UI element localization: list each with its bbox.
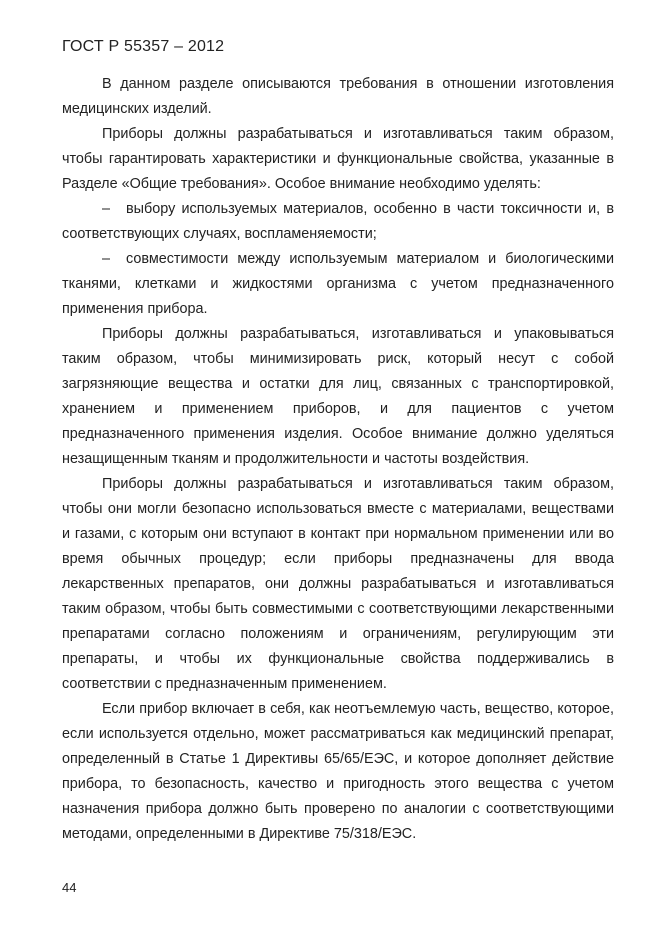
dash-list-item (62, 247, 614, 322)
dash-item-text: совместимости между используемым материалом и биологическими тканями, клетками и жидкостями организма с учетом предназначенного применения прибора. (62, 251, 614, 317)
paragraph: Приборы должны разрабатываться и изготавливаться таким образом, чтобы гарантировать характеристики и функциональные свойства, указанные в Разделе «Общие требования». Особое внимание необходимо уделять: (62, 126, 614, 192)
paragraph: В данном разделе описываются требования в отношении изготовления медицинских изделий. (62, 76, 614, 117)
dash-marker: – (102, 251, 111, 267)
dash-item-text: выбору используемых материалов, особенно в части токсичности и, в соответствующих случаях, воспламеняемости; (62, 201, 614, 242)
document-body (62, 72, 614, 847)
paragraph: Приборы должны разрабатываться, изготавливаться и упаковываться таким образом, чтобы минимизировать риск, который несут с собой загрязняющие вещества и остатки для лиц, связанных с транспортировкой, хранением и применением приборов, и для пациентов с учетом предназначенного применения изделия. Особое внимание должно уделяться незащищенным тканям и продолжительности и частоты воздействия. (62, 326, 614, 467)
paragraph: Если прибор включает в себя, как неотъемлемую часть, вещество, которое, если используется отдельно, может рассматриваться как медицинский препарат, определенный в Статье 1 Директивы 65/65/ЕЭС, и которое дополняет действие прибора, то безопасность, качество и пригодность этого вещества с учетом назначения прибора должно быть проверено по аналогии с соответствующими методами, определенными в Директиве 75/318/ЕЭС. (62, 701, 614, 842)
document-header: ГОСТ Р 55357 – 2012 (62, 38, 225, 55)
paragraph: Приборы должны разрабатываться и изготавливаться таким образом, чтобы они могли безопасно использоваться вместе с материалами, веществами и газами, с которым они вступают в контакт при нормальном применении или во время обычных процедур; если приборы предназначены для ввода лекарственных препаратов, они должны разрабатываться и изготавливаться таким образом, чтобы быть совместимыми с соответствующими лекарственными препаратами согласно положениям и ограничениям, регулирующим эти препараты, и чтобы их функциональные свойства поддерживались в соответствии с предназначенным применением. (62, 476, 614, 692)
dash-list-item (62, 197, 614, 247)
page-number: 44 (62, 880, 77, 895)
dash-marker: – (102, 201, 111, 217)
